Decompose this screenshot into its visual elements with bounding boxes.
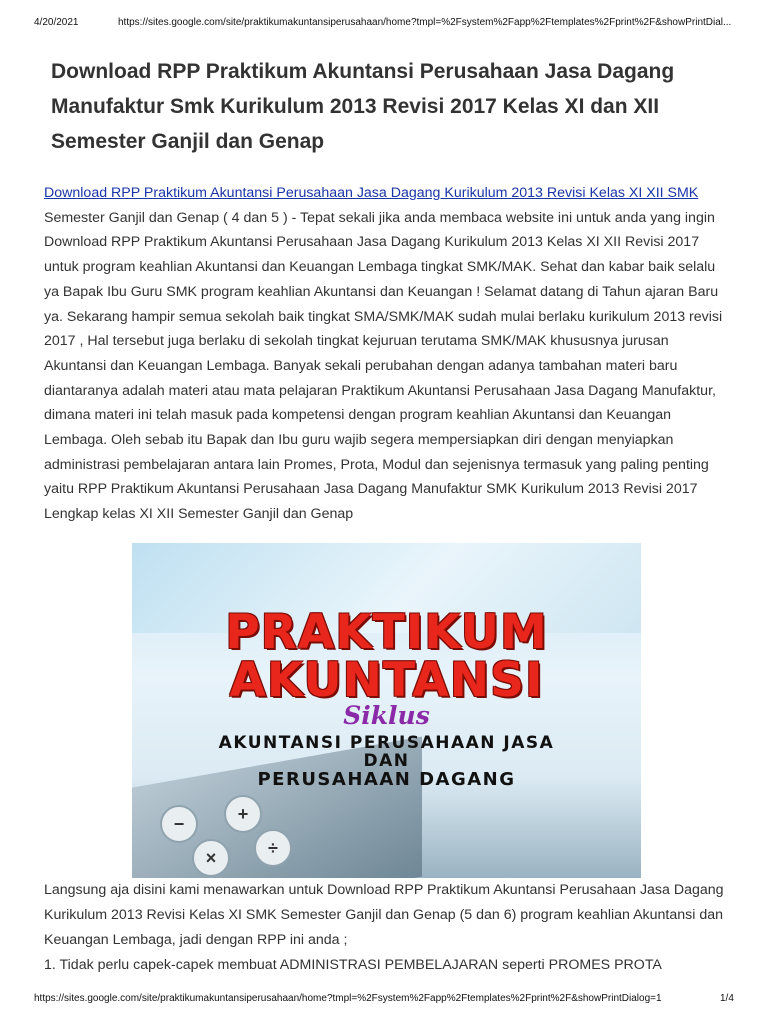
intro-text: Semester Ganjil dan Genap ( 4 dan 5 ) - Tepat sekali jika anda membaca website ini untuk anda yang ingin Download RPP Praktikum Akuntansi Perusahaan Jasa Dagang Kurikulum 2013 Kelas XI XII Revisi 2017 untuk program keahlian Akuntansi dan Keuangan Lembaga tingkat SMK/MAK. Sehat dan kabar baik selalu ya Bapak Ibu Guru SMK program keahlian Akuntansi dan Keuangan ! Selamat datang di Tahun ajaran Baru ya. Sekarang hampir semua sekolah baik tingkat SMA/SMK/MAK sudah mulai berlaku kurikulum 2013 revisi 2017 , Hal tersebut juga berlaku di sekolah tingkat kejuruan terutama SMK/MAK khususnya jurusan Akuntansi dan Keuangan Lembaga. Banyak sekali perubahan dengan adanya tambahan materi baru diantaranya adalah materi atau mata pelajaran Praktikum Akuntansi Perusahaan Jasa Dagang Manufaktur, dimana materi ini telah masuk pada kompetensi dengan program keahlian Akuntansi dan Keuangan Lembaga. Oleh sebab itu Bapak dan Ibu guru wajib segera mempersiapkan diri dengan menyiapkan administrasi pembelajaran antara lain Promes, Prota, Modul dan sejenisnya termasuk yang paling penting yaitu RPP Praktikum Akuntansi Perusahaan Jasa Dagang Manufaktur SMK Kurikulum 2013 Revisi 2017 Lengkap kelas XI XII Semester Ganjil dan Genap <box>44 209 723 523</box>
download-rpp-link[interactable]: Download RPP Praktikum Akuntansi Perusahaan Jasa Dagang Kurikulum 2013 Revisi Kelas XI XII SMK <box>44 185 699 201</box>
praktikum-akuntansi-banner-image <box>132 543 641 878</box>
page-number: 1/4 <box>720 993 734 1004</box>
banner-text-dan: DAN <box>363 751 410 771</box>
print-date: 4/20/2021 <box>34 17 79 28</box>
list-item: 1. Tidak perlu capek-capek membuat ADMINISTRASI PEMBELAJARAN seperti PROMES PROTA <box>44 957 662 973</box>
calculator-key-times-icon: × <box>192 839 230 877</box>
print-header-url: https://sites.google.com/site/praktikumakuntansiperusahaan/home?tmpl=%2Fsystem%2Fapp%2Ftemplates%2Fprint%2F&showPrintDial... <box>118 17 732 28</box>
banner-text-jasa: AKUNTANSI PERUSAHAAN JASA <box>218 733 555 753</box>
banner-heading-praktikum: PRAKTIKUM <box>225 605 548 660</box>
calculator-key-divide-icon: ÷ <box>254 829 292 867</box>
second-paragraph <box>44 878 734 978</box>
banner-text-dagang: PERUSAHAAN DAGANG <box>257 769 516 790</box>
print-footer-url: https://sites.google.com/site/praktikumakuntansiperusahaan/home?tmpl=%2Fsystem%2Fapp%2Ftemplates%2Fprint%2F&showPrintDialog=1 <box>34 993 662 1004</box>
intro-paragraph <box>44 181 734 527</box>
calculator-key-minus-icon: − <box>160 805 198 843</box>
calculator-key-plus-icon: + <box>224 795 262 833</box>
banner-subheading-siklus: Siklus <box>343 701 430 730</box>
page-title: Download RPP Praktikum Akuntansi Perusahaan Jasa Dagang Manufaktur Smk Kurikulum 2013 Revisi 2017 Kelas XI dan XII Semester Ganjil dan Genap <box>51 60 675 153</box>
offer-paragraph: Langsung aja disini kami menawarkan untuk Download RPP Praktikum Akuntansi Perusahaan Jasa Dagang Kurikulum 2013 Revisi Kelas XI SMK Semester Ganjil dan Genap (5 dan 6) program keahlian Akuntansi dan Keuangan Lembaga, jadi dengan RPP ini anda ; <box>44 882 724 948</box>
banner-heading-akuntansi: AKUNTANSI <box>229 653 544 708</box>
